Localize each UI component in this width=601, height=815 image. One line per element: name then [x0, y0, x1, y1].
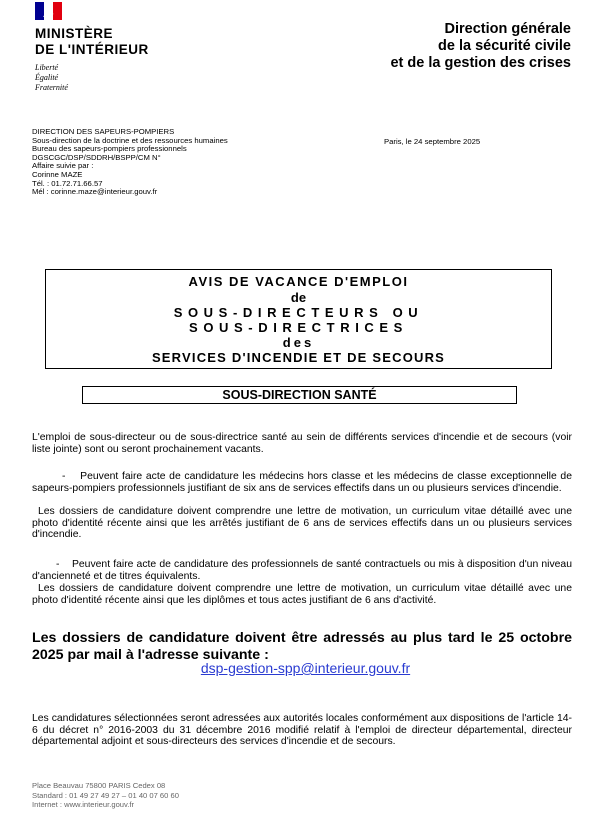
deadline-paragraph: Les dossiers de candidature doivent être adressés au plus tard le 25 octobre 2025 par mail à l'adresse suivante : — [32, 630, 572, 663]
directorate-line: et de la gestion des crises — [390, 55, 571, 71]
item1-paragraph: - Peuvent faire acte de candidature les médecins hors classe et les médecins de classe exceptionnelle de sapeurs-pompiers professionnels justifiant de six ans de services effectifs dans un ou plusieurs services d'incendie. — [32, 471, 572, 494]
item1-text: Peuvent faire acte de candidature les médecins hors classe et les médecins de classe exceptionnelle de sapeurs-pompiers professionnels justifiant de six ans de services effectifs dans un ou plusieurs services d'incendie. — [32, 471, 572, 494]
sender-line: Corinne MAZE — [32, 169, 83, 179]
motto-liberte: Liberté — [35, 63, 59, 72]
title-box — [45, 269, 552, 369]
footer-line: Standard : 01 49 27 49 27 – 01 40 07 60 60 — [32, 790, 179, 800]
motto-egalite: Égalité — [35, 73, 59, 82]
footer-address — [32, 781, 179, 810]
footer-line: Internet : www.interieur.gouv.fr — [32, 800, 134, 809]
item2-paragraph: - Peuvent faire acte de candidature des professionnels de santé contractuels ou mis à disposition d'un niveau d'ancienneté et de titres équivalents. — [32, 559, 572, 582]
title-line: SERVICES D'INCENDIE ET DE SECOURS — [151, 350, 446, 365]
title-line: des — [282, 335, 315, 350]
title-line: AVIS DE VACANCE D'EMPLOI — [188, 274, 409, 289]
sender-line: Affaire suivie par : — [32, 161, 94, 171]
title-line: SOUS-DIRECTEURS OU — [173, 305, 424, 320]
closing-paragraph: Les candidatures sélectionnées seront adressées aux autorités locales conformément aux dispositions de l'article 14-6 du décret n° 2016-2003 du 31 décembre 2016 modifié relatif à l'emploi de directeur départemental, directeur départemental adjoint et sous-directeurs des services d'incendie et de secours. — [32, 713, 572, 748]
directorate-line: Direction générale — [444, 21, 571, 37]
sender-line: DIRECTION DES SAPEURS-POMPIERS — [32, 127, 175, 136]
ministry-logo — [22, 2, 172, 102]
item1-dossier-paragraph: Les dossiers de candidature doivent comprendre une lettre de motivation, un curriculum vitae détaillé avec une photo d'identité récente ainsi que les arrêtés justifiant de 6 ans de services effectifs dans un ou plusieurs services d'incendie. — [32, 506, 572, 541]
item2-text: Peuvent faire acte de candidature des professionnels de santé contractuels ou mis à disposition d'un niveau d'ancienneté et de titres équivalents. — [32, 559, 572, 582]
footer-line: Place Beauvau 75800 PARIS Cedex 08 — [32, 781, 166, 790]
sender-line: Sous-direction de la doctrine et des ressources humaines — [32, 135, 228, 145]
sender-block — [32, 128, 228, 197]
sender-line: Mél : corinne.maze@interieur.gouv.fr — [32, 187, 158, 197]
ministry-name-line1: MINISTÈRE — [35, 26, 114, 41]
motto-fraternite: Fraternité — [35, 83, 68, 92]
email-line — [0, 660, 601, 678]
subtitle-box: SOUS-DIRECTION SANTÉ — [82, 386, 517, 404]
title-line: SOUS-DIRECTRICES — [189, 320, 408, 335]
directorate-heading — [390, 21, 571, 72]
item2-dossier-paragraph: Les dossiers de candidature doivent comprendre une lettre de motivation, un curriculum vitae détaillé avec une photo d'identité récente ainsi que les diplômes et tous actes justifiant de 6 ans d'activité. — [32, 583, 572, 606]
ministry-name-line2: DE L'INTÉRIEUR — [35, 42, 149, 57]
sender-line: DGSCGC/DSP/SDDRH/BSPP/CM N° — [32, 152, 161, 162]
title-line: de — [290, 290, 307, 305]
sender-line: Bureau des sapeurs-pompiers professionnels — [32, 144, 187, 154]
sender-line: Tél. : 01.72.71.66.57 — [32, 178, 103, 188]
marianne-flag-icon — [35, 2, 62, 20]
directorate-line: de la sécurité civile — [438, 38, 571, 54]
intro-paragraph: L'emploi de sous-directeur ou de sous-directrice santé au sein de différents services d'incendie et de secours (voir liste jointe) sont ou seront prochainement vacants. — [32, 432, 572, 455]
letter-date: Paris, le 24 septembre 2025 — [384, 137, 481, 146]
application-email-link[interactable]: dsp-gestion-spp@interieur.gouv.fr — [200, 660, 411, 676]
